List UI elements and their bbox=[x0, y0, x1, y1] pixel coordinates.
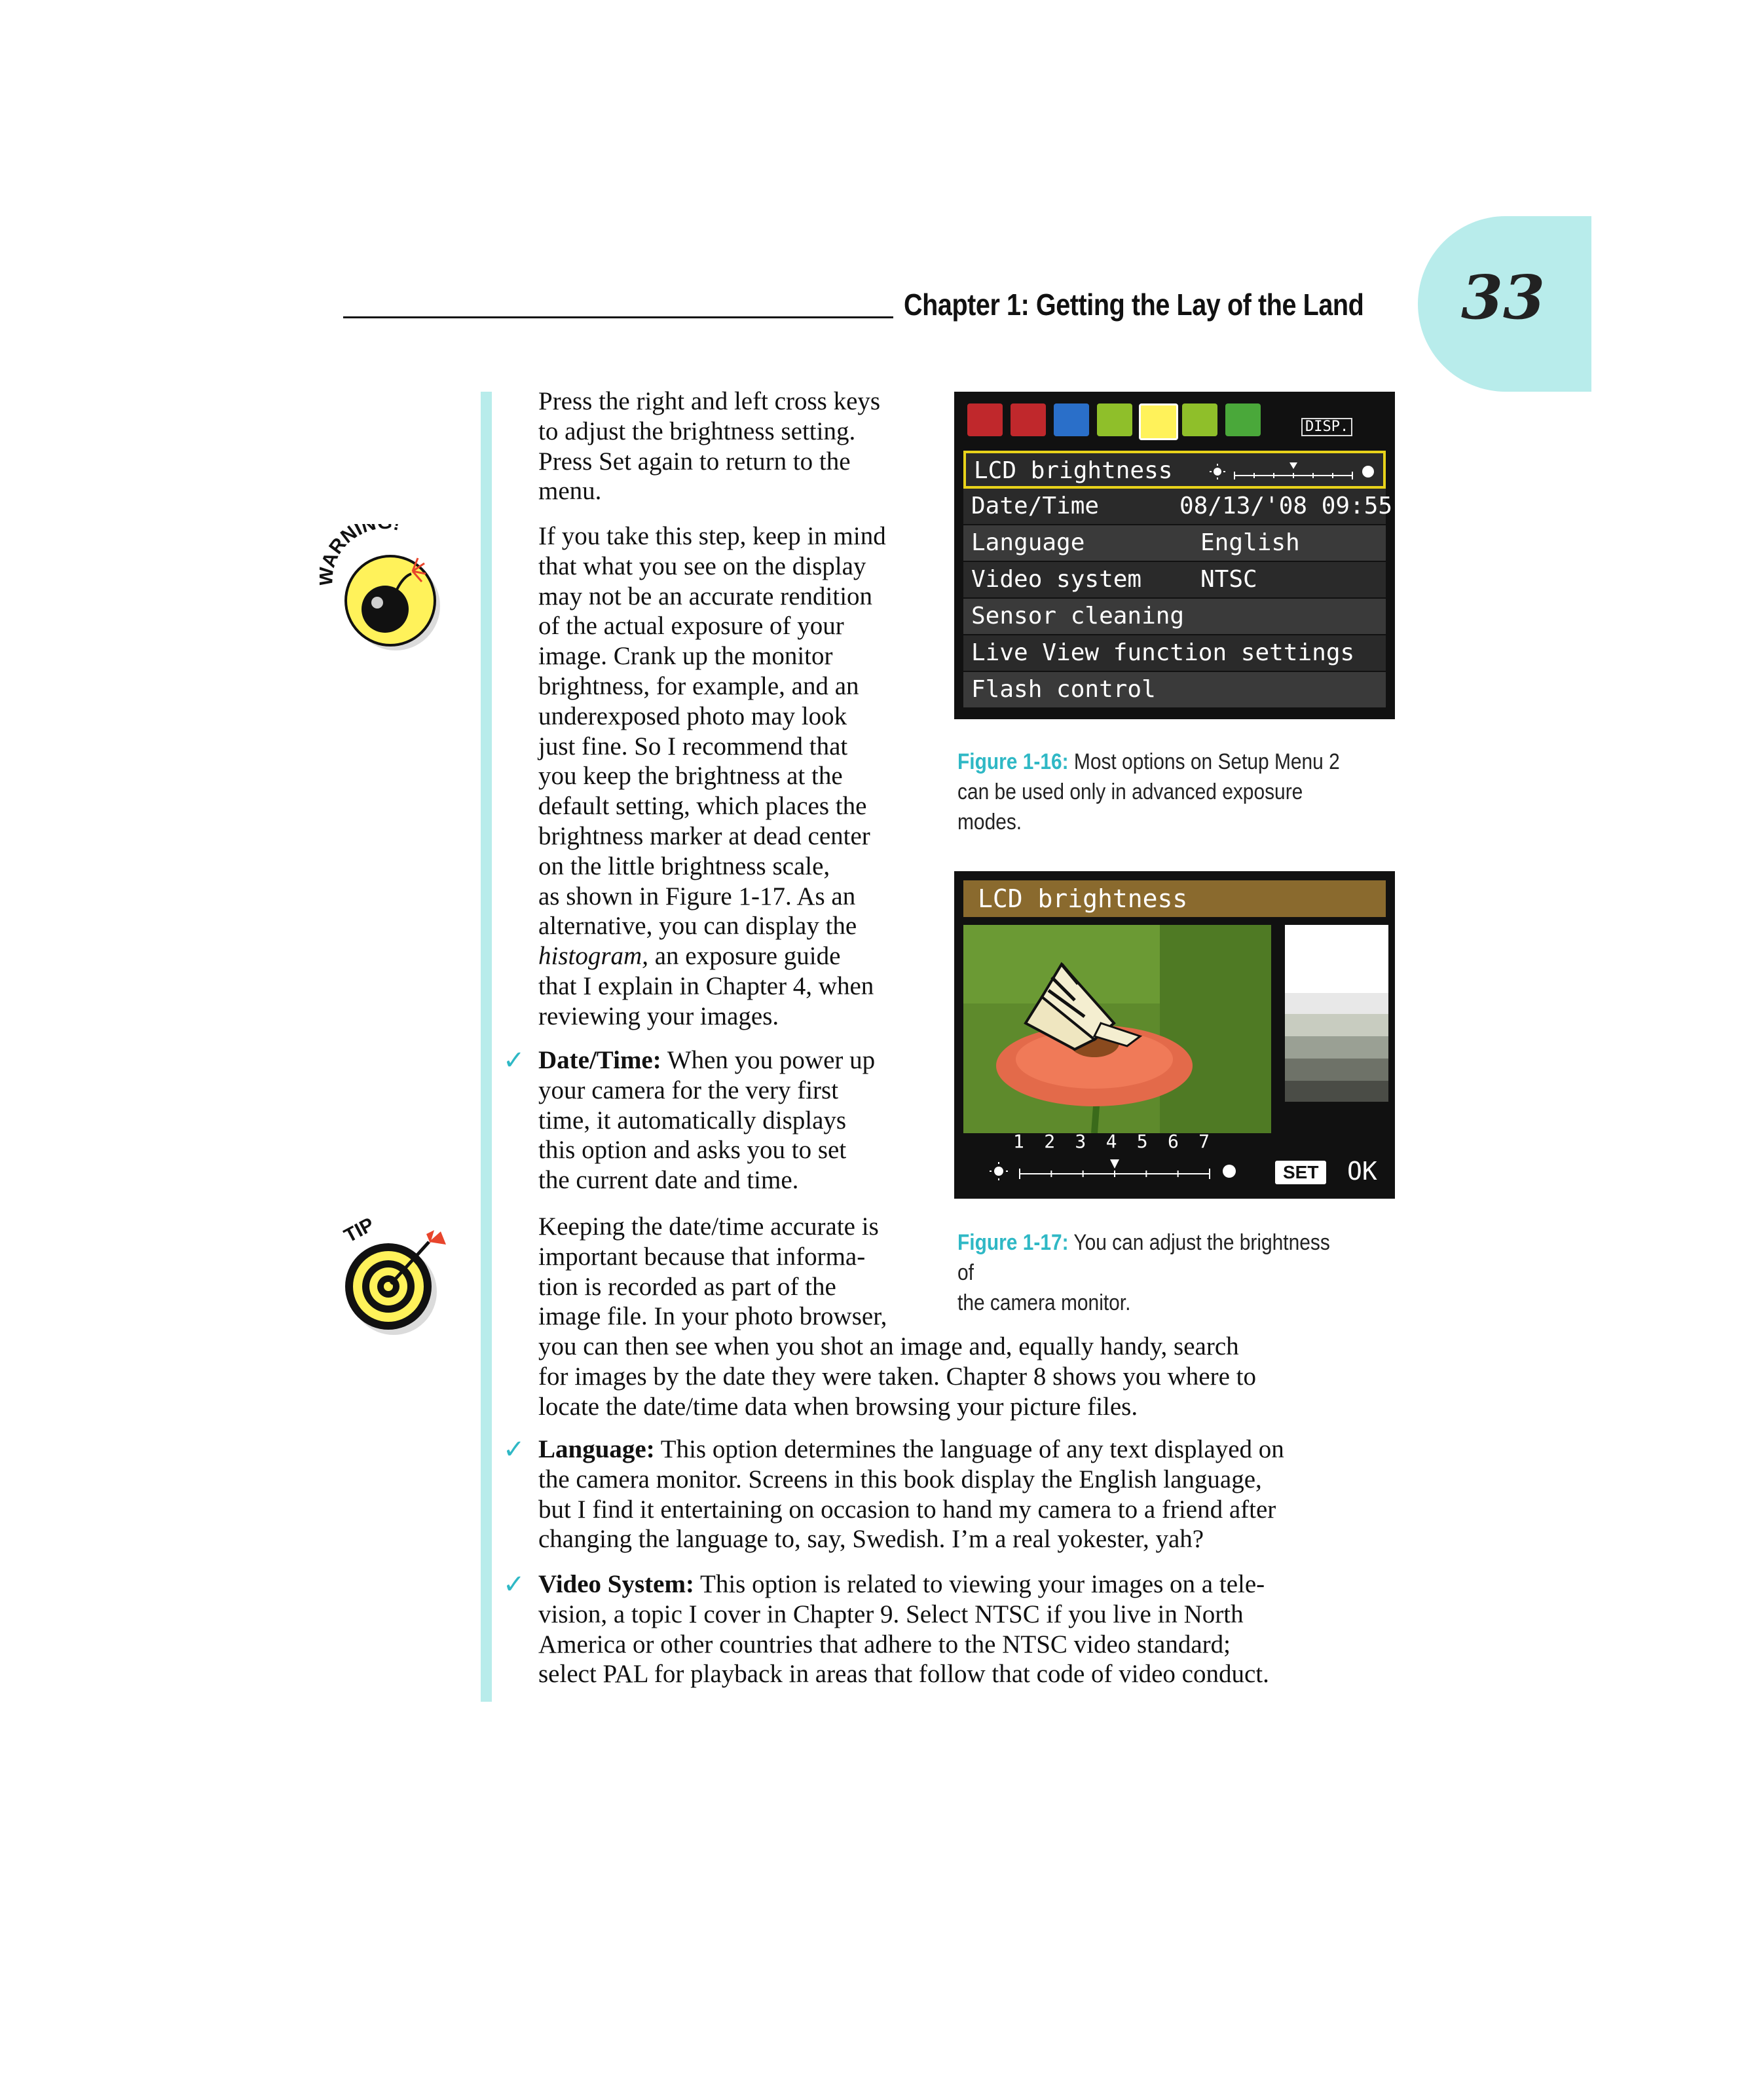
text-line: alternative, you can display the bbox=[538, 912, 857, 941]
text-line: the camera monitor. Screens in this book display the English language, bbox=[538, 1465, 1262, 1493]
figure-label: Figure 1-17: bbox=[957, 1230, 1069, 1255]
text-line: your camera for the very first bbox=[538, 1076, 839, 1104]
text-line: brightness marker at dead center bbox=[538, 821, 870, 850]
text-line: you can then see when you shot an image and, equally handy, search bbox=[538, 1332, 1239, 1361]
text-line: image file. In your photo browser, bbox=[538, 1302, 887, 1331]
text-line: Press Set again to return to the bbox=[538, 447, 851, 476]
text-line: underexposed photo may look bbox=[538, 702, 847, 730]
tip-icon-label: TIP bbox=[341, 1213, 378, 1247]
figure-1-16-camera-menu bbox=[954, 392, 1395, 719]
figure-1-17-caption: Figure 1-17: You can adjust the brightness of the camera monitor. bbox=[957, 1230, 1330, 1315]
text-line: histogram, an exposure guide bbox=[538, 942, 841, 971]
setup-menu-3-tab-icon bbox=[1182, 403, 1217, 436]
text-line: to adjust the brightness setting. bbox=[538, 417, 856, 445]
bullet-check-icon: ✓ bbox=[503, 1569, 525, 1600]
text-line: default setting, which places the bbox=[538, 792, 867, 821]
setup-menu-1-tab-icon bbox=[1097, 403, 1132, 436]
menu-row-language: Language English bbox=[963, 525, 1386, 561]
set-button: SET bbox=[1275, 1161, 1326, 1184]
menu-row-live-view: Live View function settings bbox=[963, 635, 1386, 671]
shoot-menu-1-tab-icon bbox=[967, 403, 1003, 436]
bullet-check-icon: ✓ bbox=[503, 1434, 525, 1465]
histogram-term: histogram, bbox=[538, 942, 648, 971]
text-line: Video System: This option is related to viewing your images on a tele- bbox=[538, 1570, 1265, 1598]
text-line: reviewing your images. bbox=[538, 1002, 779, 1030]
brightness-marker bbox=[1110, 1159, 1119, 1169]
text-line: locate the date/time data when browsing your picture files. bbox=[538, 1392, 1138, 1421]
my-menu-tab-icon bbox=[1225, 403, 1261, 436]
chapter-title: Chapter 1: Getting the Lay of the Land bbox=[904, 288, 1364, 322]
text-line: as shown in Figure 1-17. As an bbox=[538, 882, 856, 910]
warning-bomb-icon bbox=[320, 524, 451, 655]
text-line: but I find it entertaining on occasion to hand my camera to a friend after bbox=[538, 1495, 1276, 1524]
text-line: important because that informa- bbox=[538, 1242, 866, 1271]
brightness-scale-numbers: 1 2 3 4 5 6 7 bbox=[1013, 1131, 1210, 1152]
text-line: Keeping the date/time accurate is bbox=[538, 1212, 879, 1241]
text-line: on the little brightness scale, bbox=[538, 852, 830, 880]
text-line: America or other countries that adhere to the NTSC video standard; bbox=[538, 1630, 1231, 1659]
figure-1-17-lcd-brightness-screen bbox=[954, 871, 1395, 1199]
menu-row-sensor-cleaning: Sensor cleaning bbox=[963, 599, 1386, 634]
menu-row-flash-control: Flash control bbox=[963, 672, 1386, 707]
text-line: Date/Time: When you power up bbox=[538, 1046, 876, 1074]
text-line: vision, a topic I cover in Chapter 9. Select NTSC if you live in North bbox=[538, 1600, 1244, 1628]
bullet-term: Language: bbox=[538, 1435, 655, 1463]
brightness-gray-scale bbox=[1285, 925, 1388, 1102]
disp-label: DISP. bbox=[1301, 418, 1352, 436]
text-line: may not be an accurate rendition bbox=[538, 582, 873, 610]
text-line: brightness, for example, and an bbox=[538, 671, 859, 700]
figure-label: Figure 1-16: bbox=[957, 749, 1069, 774]
shoot-menu-2-tab-icon bbox=[1011, 403, 1046, 436]
bullet-check-icon: ✓ bbox=[503, 1045, 525, 1076]
text-line: If you take this step, keep in mind bbox=[538, 522, 886, 550]
text-line: the current date and time. bbox=[538, 1166, 799, 1195]
bullet-video-system bbox=[538, 1569, 1390, 1689]
text-line: tion is recorded as part of the bbox=[538, 1272, 836, 1301]
text-line: select PAL for playback in areas that follow that code of video conduct. bbox=[538, 1660, 1269, 1689]
bullet-term: Video System: bbox=[538, 1570, 694, 1598]
text-line: that I explain in Chapter 4, when bbox=[538, 971, 874, 1000]
text-line: changing the language to, say, Swedish. I’m a real yokester, yah? bbox=[538, 1525, 1204, 1554]
text-line: this option and asks you to set bbox=[538, 1136, 847, 1165]
text-line: of the actual exposure of your bbox=[538, 612, 844, 641]
text-line: Language: This option determines the language of any text displayed on bbox=[538, 1435, 1284, 1463]
text-line: image. Crank up the monitor bbox=[538, 642, 833, 671]
text-line: that what you see on the display bbox=[538, 552, 866, 580]
text-line: just fine. So I recommend that bbox=[538, 732, 848, 760]
bullet-term: Date/Time: bbox=[538, 1046, 661, 1074]
text-line: time, it automatically displays bbox=[538, 1106, 847, 1134]
ok-label: OK bbox=[1347, 1157, 1377, 1186]
warning-icon-label: ARNIN bbox=[320, 524, 379, 571]
sidebar-rule bbox=[481, 392, 492, 1702]
text-line: menu. bbox=[538, 477, 602, 506]
menu-row-video-system: Video system NTSC bbox=[963, 562, 1386, 597]
butterfly-photo bbox=[963, 925, 1271, 1133]
page-number: 33 bbox=[1460, 262, 1546, 333]
header-rule bbox=[343, 316, 893, 318]
lcd-brightness-title: LCD brightness bbox=[963, 880, 1386, 917]
text-line: for images by the date they were taken. Chapter 8 shows you where to bbox=[538, 1362, 1256, 1391]
brightness-scale-icon bbox=[1208, 459, 1379, 485]
text-line: Press the right and left cross keys bbox=[538, 387, 881, 415]
text-line: you keep the brightness at the bbox=[538, 762, 843, 791]
menu-row-date-time: Date/Time 08/13/'08 09:55 bbox=[963, 489, 1386, 524]
figure-1-16-caption: Figure 1-16: Most options on Setup Menu 2 can be used only in advanced exposure modes. bbox=[957, 749, 1340, 834]
bullet-language bbox=[538, 1434, 1390, 1554]
setup-menu-2-tab-icon bbox=[1139, 403, 1178, 440]
menu-row-lcd-brightness: LCD brightness bbox=[963, 451, 1386, 489]
playback-menu-tab-icon bbox=[1054, 403, 1089, 436]
tip-target-icon bbox=[331, 1204, 455, 1335]
brightness-slider bbox=[987, 1154, 1249, 1187]
